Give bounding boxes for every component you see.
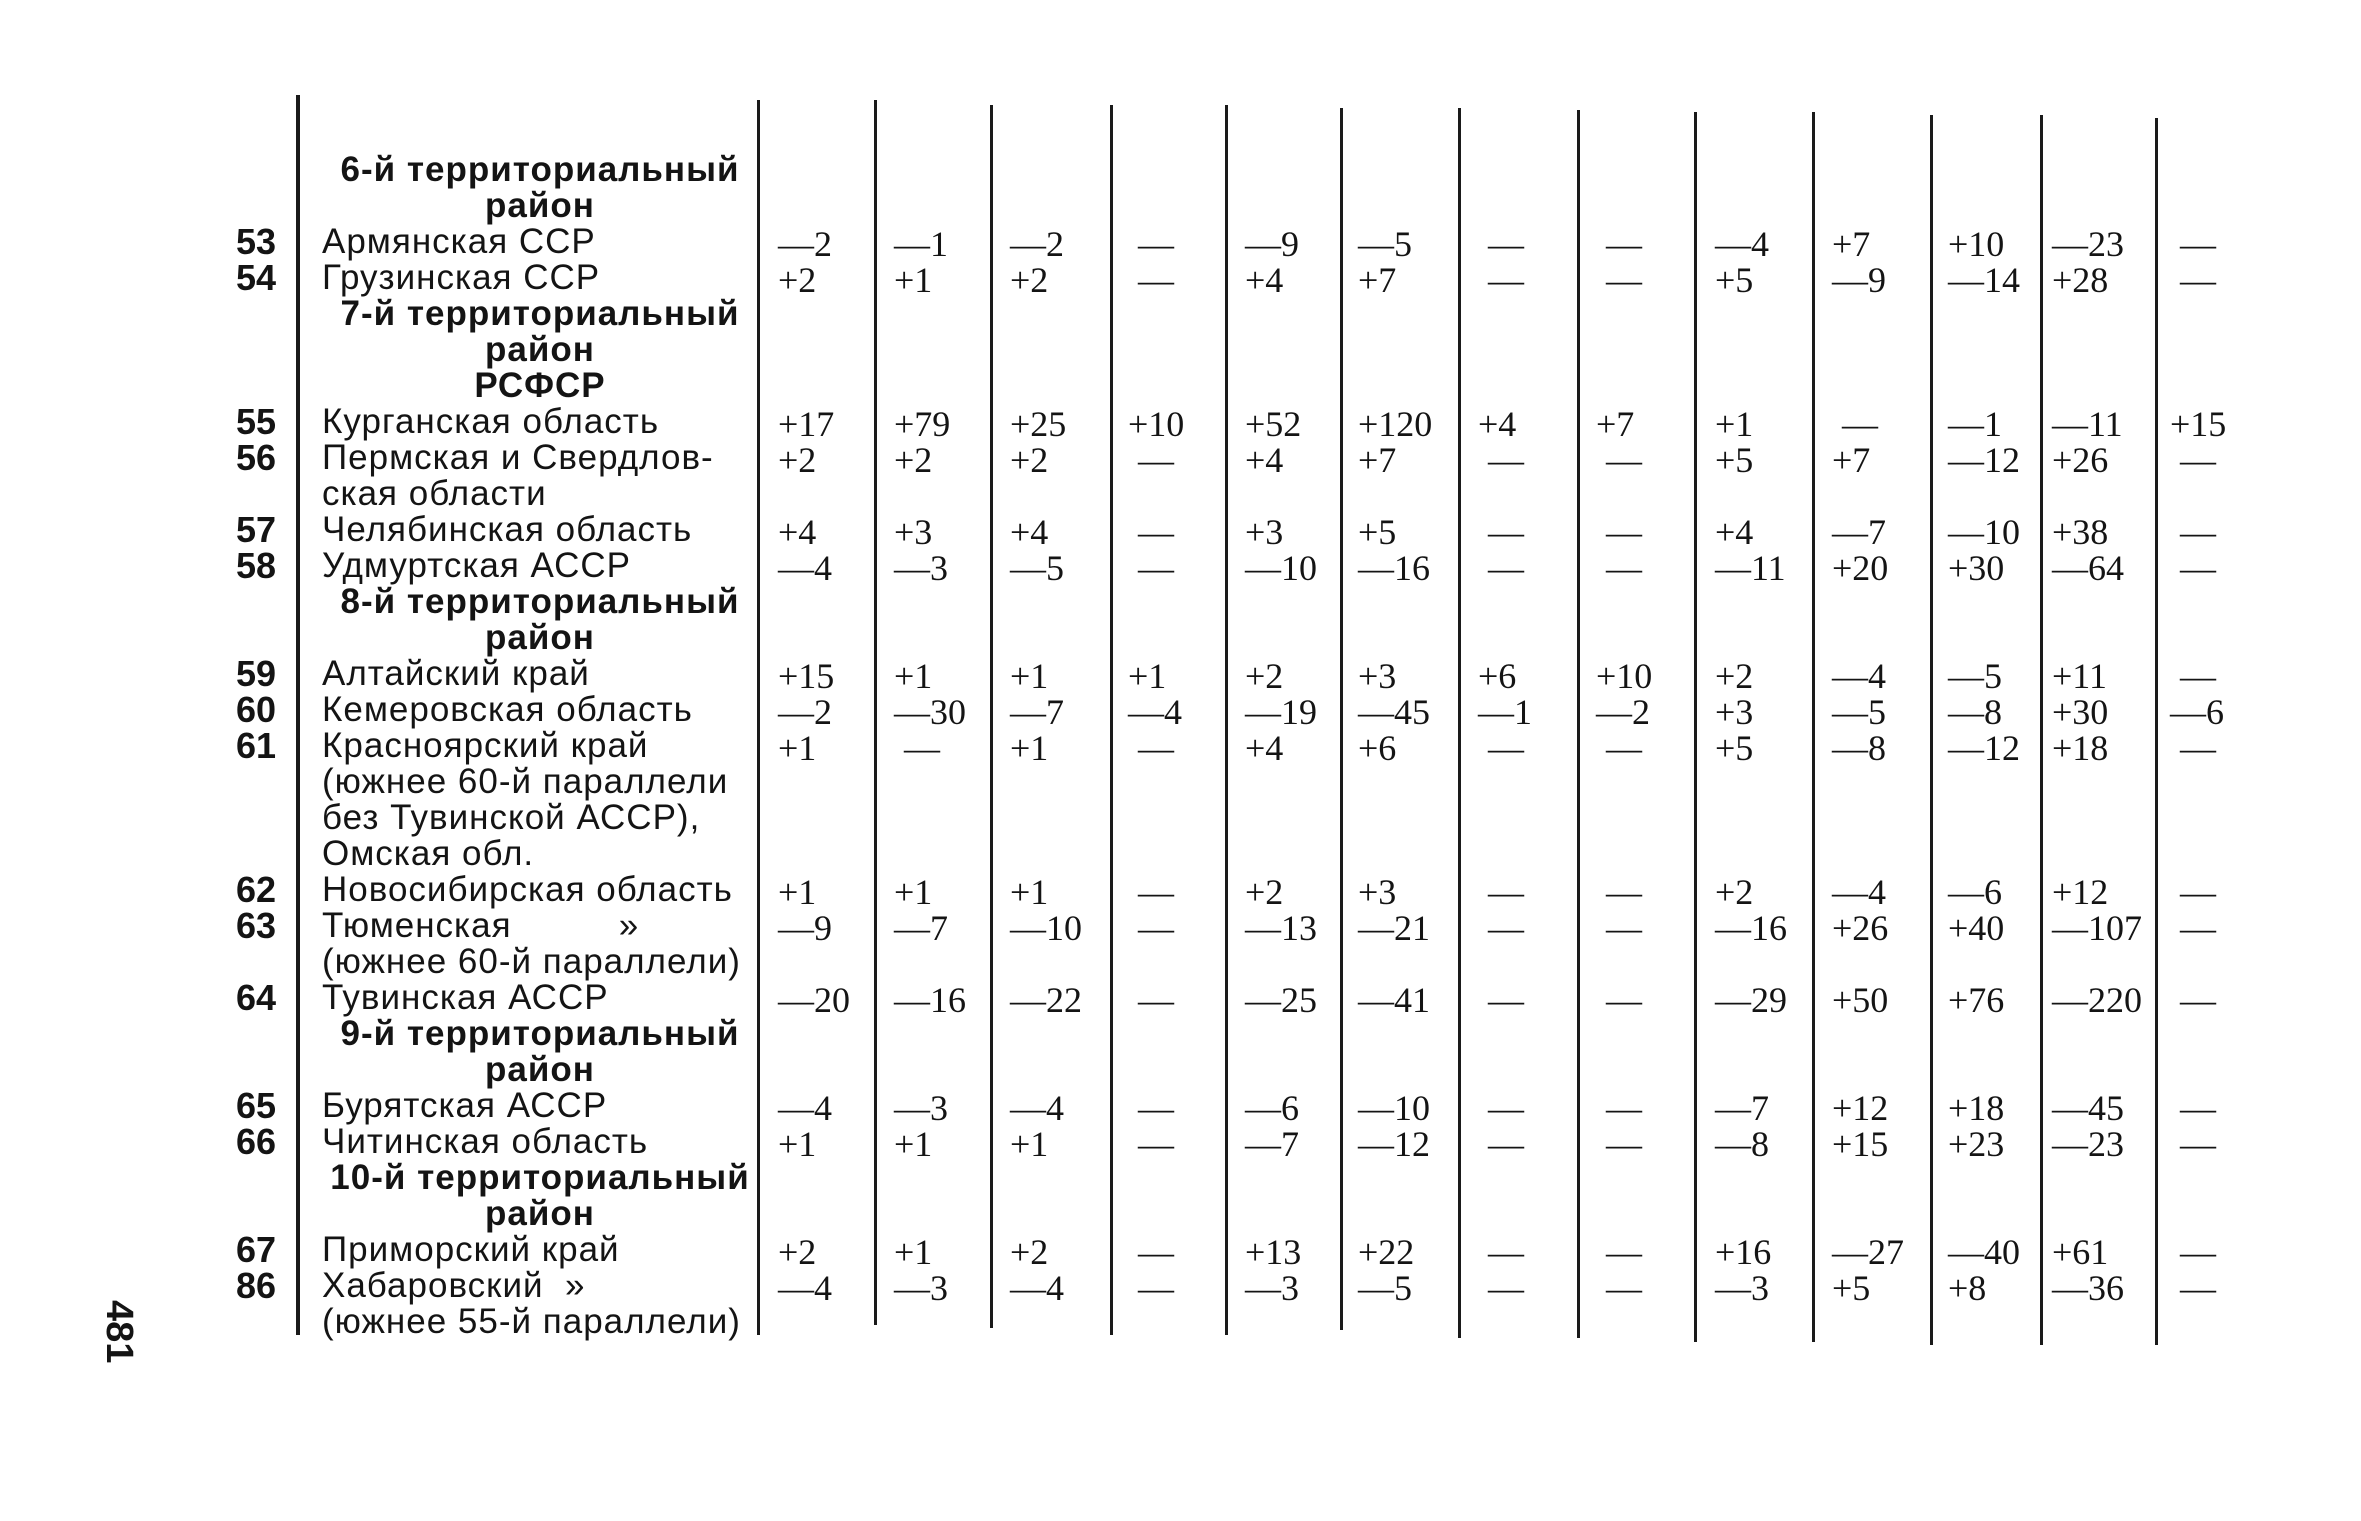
table-cell: —9	[778, 908, 832, 948]
table-cell: —	[1606, 1088, 1642, 1128]
column-rule	[1340, 108, 1343, 1330]
table-cell: —	[1606, 1124, 1642, 1164]
table-cell: —	[1606, 224, 1642, 264]
table-cell: +7	[1832, 440, 1871, 480]
table-cell: —2	[778, 224, 832, 264]
row-number: 66	[236, 1121, 277, 1162]
region-name: (южнее 60-й параллели)	[322, 942, 741, 981]
table-cell: —	[1606, 728, 1642, 768]
table-cell: —19	[1245, 692, 1317, 732]
column-rule	[874, 100, 877, 1325]
table-cell: —	[1488, 440, 1524, 480]
table-cell: +2	[778, 260, 817, 300]
table-cell: —	[1488, 980, 1524, 1020]
table-cell: —3	[1245, 1268, 1299, 1308]
table-cell: —1	[1478, 692, 1532, 732]
table-cell: —	[1138, 1088, 1174, 1128]
region-name: Красноярский край	[322, 726, 649, 765]
column-rule	[1694, 112, 1697, 1342]
row-number: 61	[236, 725, 277, 766]
table-cell: —9	[1832, 260, 1886, 300]
row-number: 58	[236, 545, 277, 586]
row-number: 59	[236, 653, 277, 694]
section-heading-line: 8-й территориальный	[340, 582, 740, 621]
table-cell: —2	[1010, 224, 1064, 264]
table-cell: +4	[1010, 512, 1049, 552]
table-cell: —	[1138, 908, 1174, 948]
table-cell: —30	[894, 692, 966, 732]
table-cell: —7	[1245, 1124, 1299, 1164]
table-cell: +15	[2170, 404, 2227, 444]
table-cell: —	[1606, 1268, 1642, 1308]
table-cell: —	[1606, 260, 1642, 300]
section-heading-line: район	[485, 330, 595, 369]
table-cell: +6	[1478, 656, 1517, 696]
table-cell: —2	[1596, 692, 1650, 732]
table-cell: +4	[1245, 260, 1284, 300]
column-rule	[757, 100, 760, 1335]
region-name: Новосибирская область	[322, 870, 733, 909]
table-cell: +40	[1948, 908, 2005, 948]
table-cell: —	[1138, 980, 1174, 1020]
table-cell: +2	[778, 1232, 817, 1272]
row-number: 86	[236, 1265, 277, 1306]
table-cell: —27	[1832, 1232, 1904, 1272]
table-cell: +50	[1832, 980, 1889, 1020]
row-number: 67	[236, 1229, 277, 1270]
table-cell: +76	[1948, 980, 2005, 1020]
table-cell: —	[1138, 548, 1174, 588]
region-name: Челябинская область	[322, 510, 693, 549]
table-cell: +2	[1010, 440, 1049, 480]
table-cell: +1	[778, 1124, 817, 1164]
table-cell: —41	[1358, 980, 1430, 1020]
table-cell: +2	[778, 440, 817, 480]
region-name: Тюменская »	[322, 906, 640, 945]
table-cell: —10	[1245, 548, 1317, 588]
row-number: 64	[236, 977, 277, 1018]
table-cell: —	[1606, 1232, 1642, 1272]
region-name: ская области	[322, 474, 547, 513]
table-cell: +15	[778, 656, 835, 696]
table-cell: —4	[1832, 656, 1886, 696]
table-cell: —12	[1948, 440, 2020, 480]
table-cell: +18	[1948, 1088, 2005, 1128]
row-number: 65	[236, 1085, 277, 1126]
table-cell: +12	[2052, 872, 2109, 912]
table-cell: —	[1138, 1232, 1174, 1272]
table-cell: +26	[1832, 908, 1889, 948]
table-cell: —	[1606, 512, 1642, 552]
table-cell: —	[1138, 440, 1174, 480]
table-cell: +79	[894, 404, 951, 444]
table-cell: —3	[894, 548, 948, 588]
table-cell: +10	[1948, 224, 2005, 264]
table-cell: —5	[1948, 656, 2002, 696]
table-cell: —8	[1715, 1124, 1769, 1164]
table-cell: —	[1606, 872, 1642, 912]
table-cell: —	[2180, 440, 2216, 480]
region-name: Тувинская АССР	[322, 978, 609, 1017]
table-cell: —	[2180, 908, 2216, 948]
table-cell: +10	[1596, 656, 1653, 696]
table-cell: +1	[778, 872, 817, 912]
table-cell: +1	[894, 260, 933, 300]
section-heading-line: район	[485, 186, 595, 225]
table-cell: —3	[894, 1268, 948, 1308]
table-cell: +5	[1358, 512, 1397, 552]
table-cell: +1	[894, 872, 933, 912]
section-heading-line: район	[485, 1050, 595, 1089]
column-rule	[2040, 115, 2043, 1345]
table-cell: +120	[1358, 404, 1433, 444]
table-cell: —	[2180, 548, 2216, 588]
row-number: 56	[236, 437, 277, 478]
section-heading-line: 7-й территориальный	[340, 294, 740, 333]
table-cell: —	[1488, 260, 1524, 300]
row-number: 63	[236, 905, 277, 946]
column-rule	[990, 105, 993, 1328]
table-cell: +28	[2052, 260, 2109, 300]
table-cell: +2	[1245, 872, 1284, 912]
table-cell: —22	[1010, 980, 1082, 1020]
table-cell: +4	[778, 512, 817, 552]
table-cell: +4	[1478, 404, 1517, 444]
table-cell: +52	[1245, 404, 1302, 444]
table-cell: —1	[1948, 404, 2002, 444]
column-rule	[1930, 115, 1933, 1345]
section-heading-line: 10-й территориальный	[330, 1158, 750, 1197]
table-cell: —7	[894, 908, 948, 948]
table-cell: +7	[1832, 224, 1871, 264]
table-cell: +3	[1245, 512, 1284, 552]
table-cell: +7	[1358, 260, 1397, 300]
table-cell: —	[1488, 728, 1524, 768]
table-cell: +38	[2052, 512, 2109, 552]
table-cell: +4	[1245, 728, 1284, 768]
table-cell: +11	[2052, 656, 2107, 696]
table-cell: +1	[894, 1124, 933, 1164]
table-cell: —20	[778, 980, 850, 1020]
section-heading-line: район	[485, 618, 595, 657]
region-name: Грузинская ССР	[322, 258, 601, 297]
table-cell: —	[1138, 1124, 1174, 1164]
table-cell: +4	[1715, 512, 1754, 552]
region-name: Алтайский край	[322, 654, 590, 693]
table-cell: +17	[778, 404, 835, 444]
table-cell: —220	[2052, 980, 2142, 1020]
table-cell: —8	[1832, 728, 1886, 768]
table-cell: +1	[1128, 656, 1167, 696]
table-cell: +5	[1832, 1268, 1871, 1308]
table-cell: +13	[1245, 1232, 1302, 1272]
table-cell: —36	[2052, 1268, 2124, 1308]
table-cell: +4	[1245, 440, 1284, 480]
region-name: Омская обл.	[322, 834, 535, 873]
table-cell: —40	[1948, 1232, 2020, 1272]
row-number: 57	[236, 509, 277, 550]
table-cell: —64	[2052, 548, 2124, 588]
table-cell: —	[1138, 1268, 1174, 1308]
region-name: Хабаровский »	[322, 1266, 586, 1305]
table-cell: —4	[778, 548, 832, 588]
table-cell: —29	[1715, 980, 1787, 1020]
table-cell: —16	[1358, 548, 1430, 588]
region-name: Читинская область	[322, 1122, 649, 1161]
table-cell: +2	[1010, 260, 1049, 300]
table-cell: —	[1488, 1124, 1524, 1164]
table-cell: +1	[894, 1232, 933, 1272]
table-cell: —10	[1948, 512, 2020, 552]
table-cell: +30	[1948, 548, 2005, 588]
table-cell: —	[2180, 512, 2216, 552]
table-cell: —12	[1948, 728, 2020, 768]
table-cell: +2	[1715, 872, 1754, 912]
region-name: Приморский край	[322, 1230, 620, 1269]
section-heading-line: РСФСР	[474, 366, 606, 405]
table-cell: +1	[1715, 404, 1754, 444]
column-rule	[2155, 118, 2158, 1345]
table-cell: +22	[1358, 1232, 1415, 1272]
column-rule	[1812, 112, 1815, 1342]
table-cell: —	[2180, 728, 2216, 768]
region-name: Кемеровская область	[322, 690, 693, 729]
table-cell: +2	[1245, 656, 1284, 696]
column-rule	[1458, 108, 1461, 1338]
table-cell: —7	[1715, 1088, 1769, 1128]
table-cell: —7	[1010, 692, 1064, 732]
table-cell: +7	[1358, 440, 1397, 480]
table-cell: +5	[1715, 440, 1754, 480]
table-cell: +5	[1715, 260, 1754, 300]
table-cell: —5	[1832, 692, 1886, 732]
table-cell: —3	[894, 1088, 948, 1128]
table-cell: —21	[1358, 908, 1430, 948]
table-cell: —	[1488, 224, 1524, 264]
table-cell: —23	[2052, 1124, 2124, 1164]
region-name: Удмуртская АССР	[322, 546, 632, 585]
table-cell: —14	[1948, 260, 2020, 300]
table-cell: —	[1488, 1232, 1524, 1272]
region-name: Бурятская АССР	[322, 1086, 608, 1125]
region-name: Курганская область	[322, 402, 660, 441]
row-number: 62	[236, 869, 277, 910]
section-heading-line: 6-й территориальный	[340, 150, 740, 189]
table-cell: —6	[1245, 1088, 1299, 1128]
section-heading-line: 9-й территориальный	[340, 1014, 740, 1053]
table-cell: —5	[1010, 548, 1064, 588]
table-cell: +23	[1948, 1124, 2005, 1164]
table-cell: +12	[1832, 1088, 1889, 1128]
column-rule	[1110, 105, 1113, 1335]
table-cell: +25	[1010, 404, 1067, 444]
table-cell: —5	[1358, 1268, 1412, 1308]
table-cell: +26	[2052, 440, 2109, 480]
table-cell: —107	[2052, 908, 2142, 948]
table-cell: —23	[2052, 224, 2124, 264]
table-cell: —	[2180, 260, 2216, 300]
table-cell: +1	[894, 656, 933, 696]
table-cell: —4	[1128, 692, 1182, 732]
table-cell: —	[2180, 1232, 2216, 1272]
table-cell: —	[2180, 980, 2216, 1020]
row-number: 54	[236, 257, 277, 298]
table-cell: +8	[1948, 1268, 1987, 1308]
table-cell: —	[1842, 404, 1878, 444]
table-cell: +15	[1832, 1124, 1889, 1164]
page-number: 481	[98, 1300, 140, 1364]
table-cell: —5	[1358, 224, 1412, 264]
table-cell: +2	[1010, 1232, 1049, 1272]
table-cell: —8	[1948, 692, 2002, 732]
table-cell: —	[2180, 1268, 2216, 1308]
column-rule	[296, 95, 300, 1335]
table-cell: —	[904, 728, 940, 768]
table-cell: —	[1488, 1268, 1524, 1308]
table-cell: +3	[1358, 656, 1397, 696]
table-cell: +6	[1358, 728, 1397, 768]
table-cell: —	[2180, 1088, 2216, 1128]
section-heading-line: район	[485, 1194, 595, 1233]
table-cell: —11	[1715, 548, 1786, 588]
table-cell: —	[1488, 1088, 1524, 1128]
table-cell: +3	[1715, 692, 1754, 732]
table-cell: —12	[1358, 1124, 1430, 1164]
table-cell: —3	[1715, 1268, 1769, 1308]
table-cell: —	[1488, 512, 1524, 552]
table-cell: —	[2180, 872, 2216, 912]
table-cell: —	[1138, 872, 1174, 912]
region-name: (южнее 55-й параллели)	[322, 1302, 741, 1341]
table-cell: +18	[2052, 728, 2109, 768]
table-cell: —10	[1358, 1088, 1430, 1128]
table-cell: —13	[1245, 908, 1317, 948]
region-name: (южнее 60-й параллели	[322, 762, 729, 801]
table-cell: +3	[1358, 872, 1397, 912]
table-cell: +61	[2052, 1232, 2109, 1272]
table-cell: —11	[2052, 404, 2123, 444]
table-cell: +1	[1010, 1124, 1049, 1164]
table-cell: —	[2180, 656, 2216, 696]
table-cell: +2	[1715, 656, 1754, 696]
table-cell: —4	[1715, 224, 1769, 264]
table-cell: —	[1488, 872, 1524, 912]
table-cell: —4	[1010, 1088, 1064, 1128]
table-cell: +16	[1715, 1232, 1772, 1272]
table-cell: —	[1488, 548, 1524, 588]
row-number: 53	[236, 221, 277, 262]
table-cell: —1	[894, 224, 948, 264]
table-cell: —	[2180, 1124, 2216, 1164]
table-cell: +1	[1010, 872, 1049, 912]
table-cell: +1	[1010, 656, 1049, 696]
table-cell: +2	[894, 440, 933, 480]
table-cell: —4	[1832, 872, 1886, 912]
table-cell: —	[1138, 224, 1174, 264]
region-name: Армянская ССР	[322, 222, 596, 261]
table-cell: —	[1606, 908, 1642, 948]
table-cell: —4	[778, 1268, 832, 1308]
region-name: Пермская и Свердлов-	[322, 438, 714, 477]
table-cell: —45	[2052, 1088, 2124, 1128]
table-cell: —25	[1245, 980, 1317, 1020]
column-rule	[1577, 110, 1580, 1338]
table-cell: +3	[894, 512, 933, 552]
table-cell: —6	[2170, 692, 2224, 732]
table-cell: —45	[1358, 692, 1430, 732]
table-cell: +7	[1596, 404, 1635, 444]
region-name: без Тувинской АССР),	[322, 798, 701, 837]
table-cell: +1	[778, 728, 817, 768]
table-cell: —	[1138, 260, 1174, 300]
table-cell: +20	[1832, 548, 1889, 588]
table-cell: —4	[778, 1088, 832, 1128]
table-cell: —7	[1832, 512, 1886, 552]
table-cell: —16	[1715, 908, 1787, 948]
column-rule	[1225, 105, 1228, 1335]
table-cell: —	[1138, 512, 1174, 552]
table-cell: —	[2180, 224, 2216, 264]
table-cell: —	[1606, 440, 1642, 480]
table-cell: +10	[1128, 404, 1185, 444]
table-cell: —10	[1010, 908, 1082, 948]
table-cell: +1	[1010, 728, 1049, 768]
table-cell: +5	[1715, 728, 1754, 768]
table-cell: —16	[894, 980, 966, 1020]
table-cell: —4	[1010, 1268, 1064, 1308]
table-cell: —2	[778, 692, 832, 732]
row-number: 55	[236, 401, 277, 442]
table-cell: —	[1138, 728, 1174, 768]
table-cell: —	[1488, 908, 1524, 948]
row-number: 60	[236, 689, 277, 730]
table-cell: —	[1606, 548, 1642, 588]
table-cell: —9	[1245, 224, 1299, 264]
table-cell: —6	[1948, 872, 2002, 912]
table-cell: +30	[2052, 692, 2109, 732]
table-cell: —	[1606, 980, 1642, 1020]
